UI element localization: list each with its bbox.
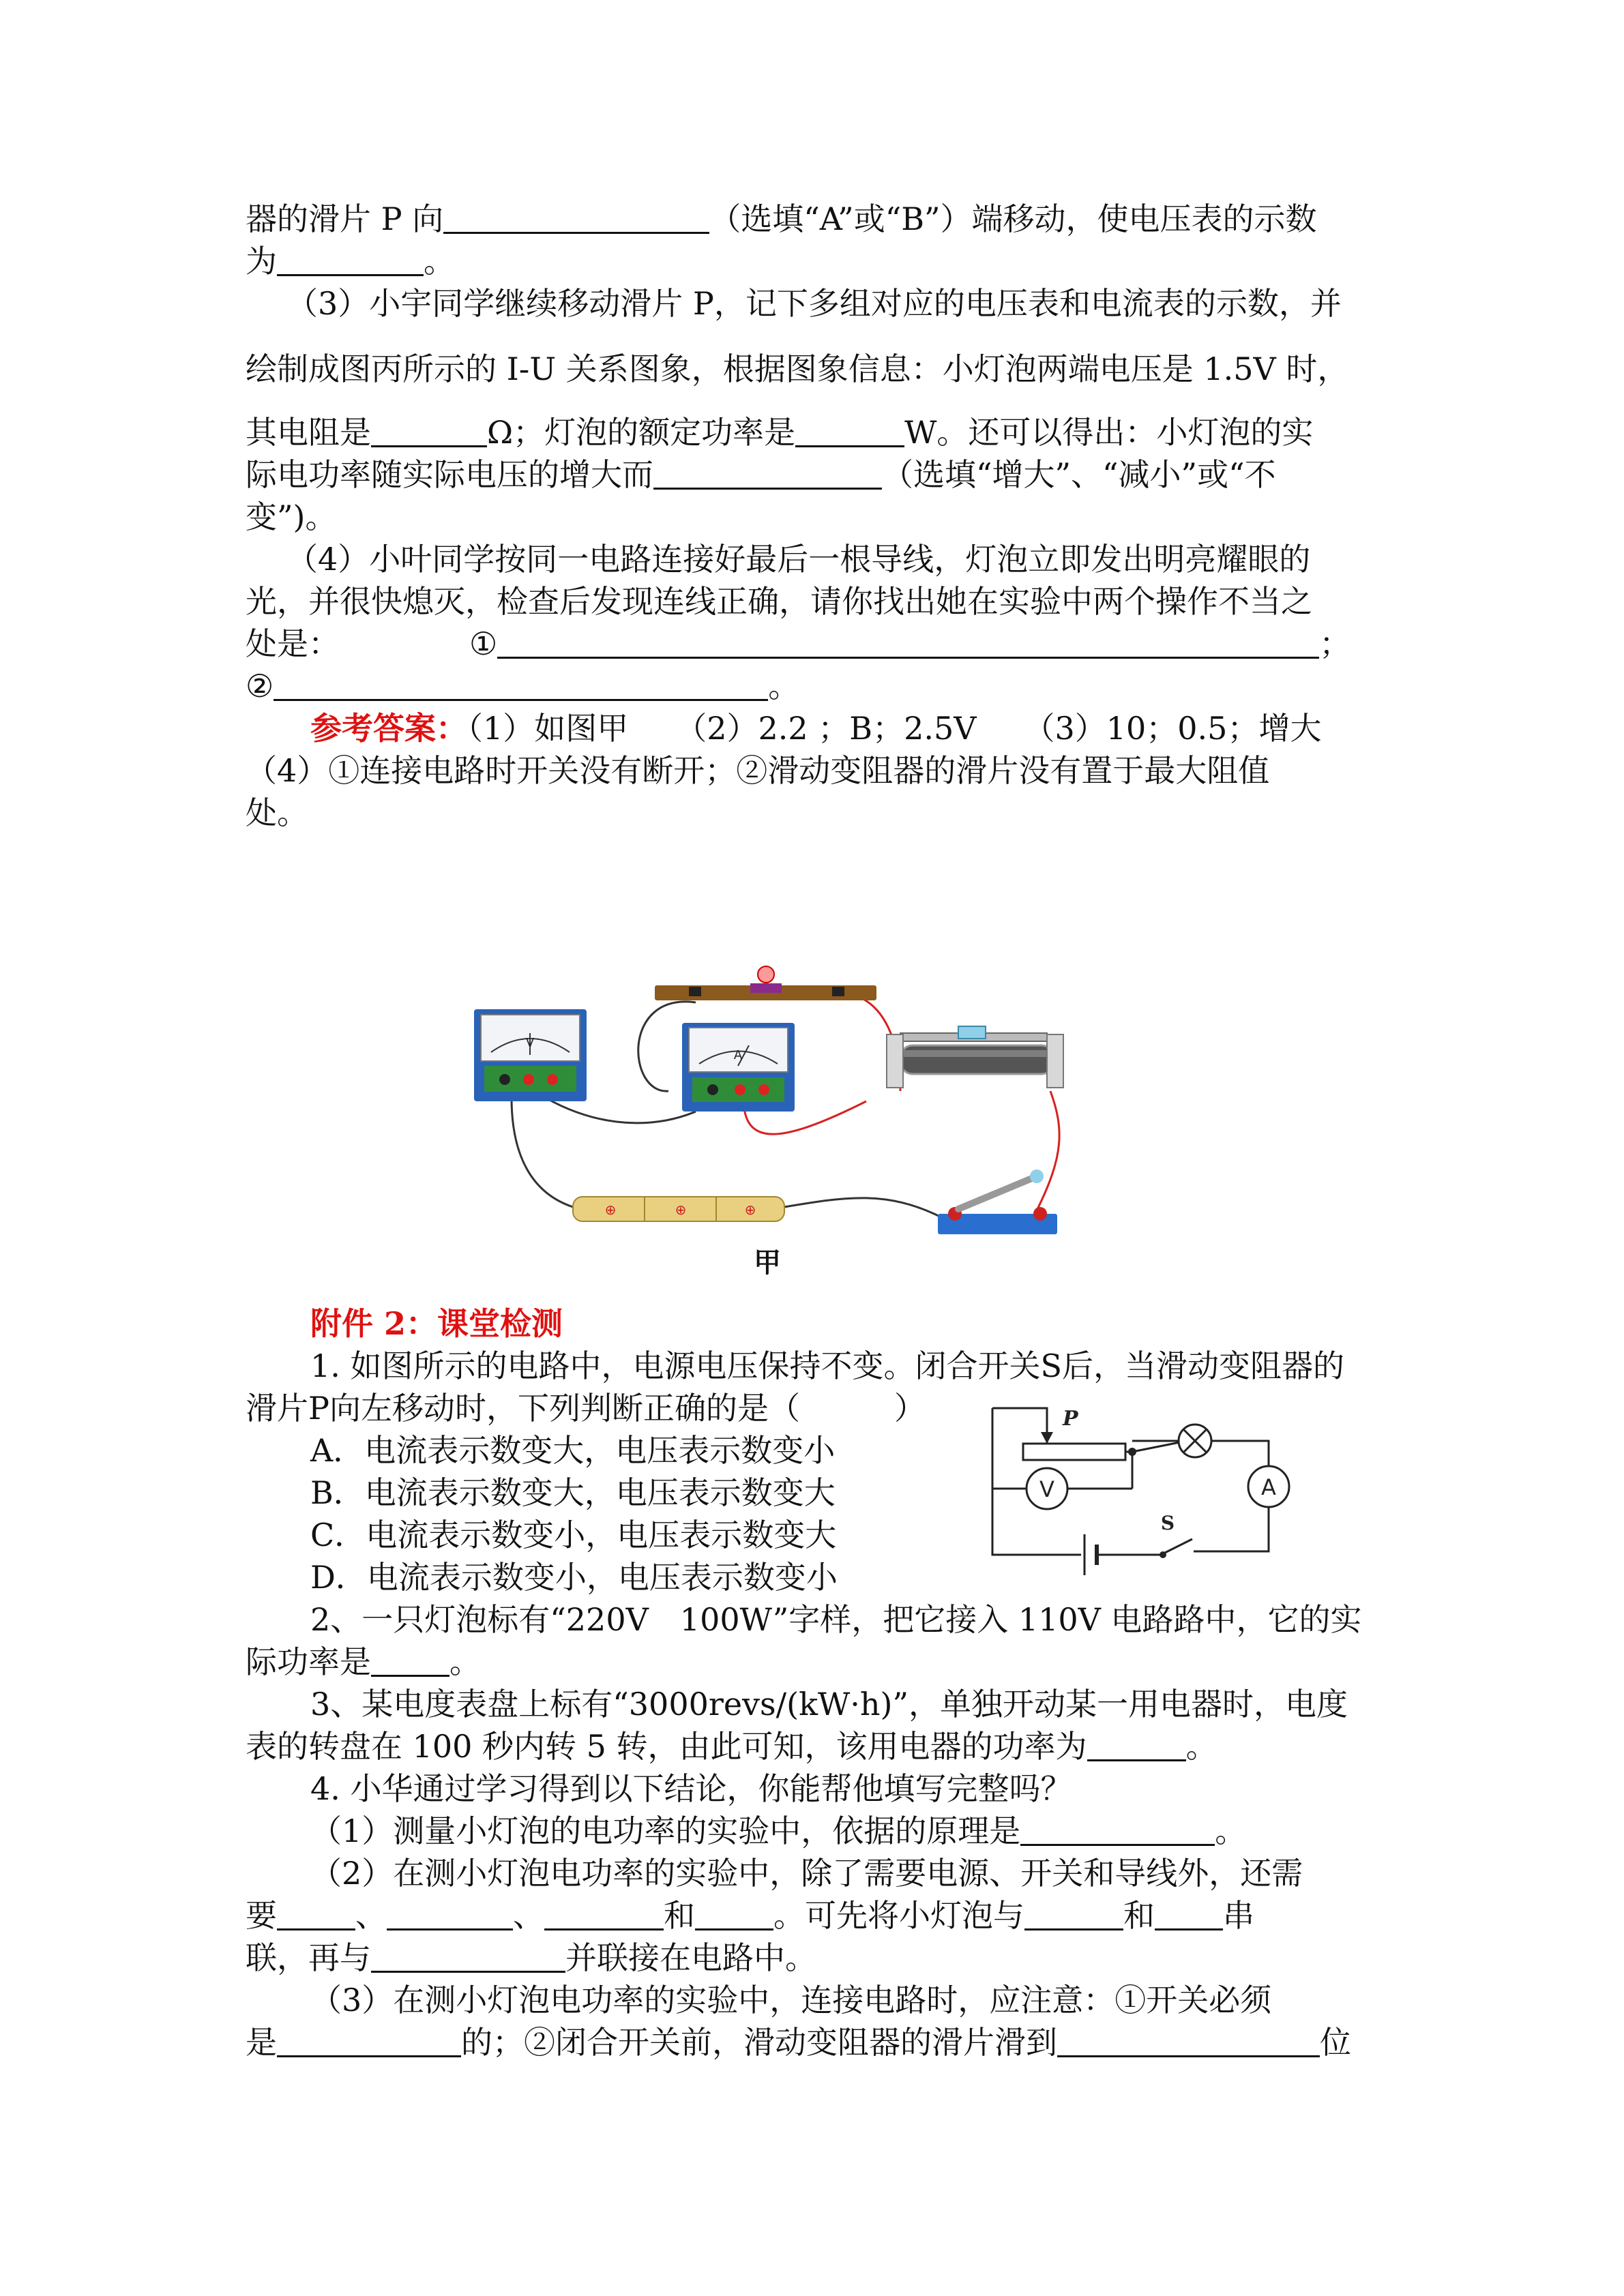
text-line xyxy=(246,665,799,707)
answer-blank[interactable] xyxy=(371,1939,565,1973)
text-line: 绘制成图丙所示的 I-U 关系图象，根据图象信息：小灯泡两端电压是 1.5V 时， xyxy=(246,351,1349,387)
wire xyxy=(784,1198,941,1217)
battery-plus: ⊕ xyxy=(744,1202,756,1218)
text-line: （4）小叶同学按同一电路连接好最后一根导线，灯泡立即发出明亮耀眼的 xyxy=(286,541,1311,578)
wire xyxy=(1037,1091,1059,1210)
answer-blank[interactable] xyxy=(1020,1813,1215,1846)
text: 。 xyxy=(424,243,455,280)
text: 。 xyxy=(768,668,800,704)
answer-blank[interactable] xyxy=(274,668,768,701)
ammeter xyxy=(682,1023,795,1112)
question-line xyxy=(310,1810,1246,1852)
text: 为 xyxy=(246,243,277,280)
answer-blank[interactable] xyxy=(653,456,882,490)
battery-plus: ⊕ xyxy=(604,1202,617,1218)
text-line xyxy=(246,453,1276,496)
text: 。可先将小灯泡与 xyxy=(773,1897,1024,1934)
answer-blank[interactable] xyxy=(371,414,487,447)
question-line: 4. 小华通过学习得到以下结论，你能帮他填写完整吗？ xyxy=(310,1770,1072,1807)
wire xyxy=(512,1098,573,1207)
text: 表的转盘在 100 秒内转 5 转，由此可知，该用电器的功率为 xyxy=(246,1728,1087,1765)
text: 串 xyxy=(1223,1897,1254,1934)
rheostat-symbol xyxy=(1023,1444,1125,1460)
text: （1）测量小灯泡的电功率的实验中，依据的原理是 xyxy=(310,1813,1021,1849)
text-line: 光，并很快熄灭，检查后发现连线正确，请你找出她在实验中两个操作不当之 xyxy=(246,583,1312,620)
circuit-diagram-svg xyxy=(982,1395,1310,1575)
text: 是 xyxy=(246,2024,277,2061)
text-line: （3）小宇同学继续移动滑片 P，记下多组对应的电压表和电流表的示数，并 xyxy=(286,285,1342,322)
text: ① xyxy=(469,625,498,662)
text: 处是： xyxy=(246,625,340,662)
question-line: 2、一只灯泡标有“220V 100W”字样，把它接入 110V 电路路中，它的实 xyxy=(310,1601,1362,1638)
switch-symbol xyxy=(1160,1512,1192,1558)
text: 、 xyxy=(355,1897,387,1934)
answer-blank[interactable] xyxy=(544,1897,664,1930)
answer-blank[interactable] xyxy=(277,243,424,276)
battery-plus: ⊕ xyxy=(675,1202,687,1218)
answer-line xyxy=(310,707,1321,749)
text: W。还可以得出：小灯泡的实 xyxy=(904,414,1314,451)
text: （选填“A”或“B”）端移动，使电压表的示数 xyxy=(709,200,1317,237)
wire xyxy=(546,1098,696,1123)
text-line: 变”)。 xyxy=(246,498,337,535)
text-line xyxy=(246,623,1350,665)
text: 联，再与 xyxy=(246,1939,371,1976)
circuit-photo-svg xyxy=(464,924,1119,1279)
voltmeter-label: V xyxy=(525,1036,535,1050)
text: 位 xyxy=(1320,2024,1351,2061)
text: 和 xyxy=(1123,1897,1155,1934)
circuit-photo-figure xyxy=(464,924,1119,1281)
answer-blank[interactable] xyxy=(1024,1897,1123,1930)
text: 。 xyxy=(1185,1728,1217,1765)
circuit-diagram xyxy=(982,1395,1310,1578)
text: 并联接在电路中。 xyxy=(565,1939,816,1976)
figure-caption: 甲 xyxy=(754,1247,781,1279)
question-line: （3）在测小灯泡电功率的实验中，连接电路时，应注意：①开关必须 xyxy=(310,1982,1272,2018)
text: 际功率是 xyxy=(246,1643,371,1680)
ammeter-label: A xyxy=(733,1048,743,1062)
text-line xyxy=(246,411,1313,453)
voltmeter xyxy=(474,1009,587,1101)
option-c[interactable]: C．电流表示数变小，电压表示数变大 xyxy=(310,1517,837,1553)
text: 和 xyxy=(664,1897,695,1934)
v-label: V xyxy=(1039,1476,1054,1502)
answer-blank[interactable] xyxy=(371,1643,449,1677)
answer-blank[interactable] xyxy=(1155,1897,1223,1930)
answer-blank[interactable] xyxy=(1087,1728,1186,1761)
text: 要 xyxy=(246,1897,277,1934)
lamp-board xyxy=(655,966,876,1000)
answer-blank[interactable] xyxy=(695,1897,773,1930)
question-line: 滑片P向左移动时，下列判断正确的是（ ） xyxy=(246,1390,926,1427)
battery xyxy=(573,1197,784,1221)
text: （1）如图甲 （2）2.2 ；B；2.5V （3）10；0.5；增大 xyxy=(467,710,1322,747)
text: 际电功率随实际电压的增大而 xyxy=(246,456,653,493)
text: ； xyxy=(1319,625,1351,662)
s-label: S xyxy=(1160,1512,1175,1534)
text: Ω；灯泡的额定功率是 xyxy=(487,414,796,451)
question-line: 1. 如图所示的电路中，电源电压保持不变。闭合开关S后，当滑动变阻器的 xyxy=(310,1347,1345,1384)
text: 的；②闭合开关前，滑动变阻器的滑片滑到 xyxy=(461,2024,1057,2061)
text: 。 xyxy=(1215,1813,1247,1849)
text: 其电阻是 xyxy=(246,414,371,451)
text: （选填“增大”、“减小”或“不 xyxy=(882,456,1276,493)
battery-symbol xyxy=(1084,1534,1108,1575)
lamp-symbol xyxy=(1132,1425,1233,1457)
answer-blank[interactable] xyxy=(497,625,1319,659)
question-line xyxy=(246,1937,816,1979)
answer-blank[interactable] xyxy=(795,414,904,447)
text-line: （4）①连接电路时开关没有断开；②滑动变阻器的滑片没有置于最大阻值 xyxy=(246,752,1270,789)
answer-blank[interactable] xyxy=(387,1897,513,1930)
answer-blank[interactable] xyxy=(277,2024,461,2057)
question-line: 3、某电度表盘上标有“3000revs/(kW·h)”，单独开动某一用电器时，电度 xyxy=(310,1686,1348,1723)
ammeter-symbol xyxy=(1248,1466,1289,1507)
option-a[interactable]: A．电流表示数变大，电压表示数变小 xyxy=(310,1432,836,1469)
answer-blank[interactable] xyxy=(1057,2024,1320,2057)
option-b[interactable]: B．电流表示数变大，电压表示数变大 xyxy=(310,1474,836,1511)
text: 、 xyxy=(513,1897,544,1934)
text: ② xyxy=(246,668,274,704)
question-line xyxy=(246,2021,1351,2063)
question-line xyxy=(246,1725,1217,1768)
text: 。 xyxy=(449,1643,481,1680)
p-label: P xyxy=(1063,1407,1078,1431)
text: 器的滑片 P 向 xyxy=(246,200,444,237)
text-line xyxy=(246,240,455,282)
text-line: 处。 xyxy=(246,794,308,831)
option-d[interactable]: D．电流表示数变小，电压表示数变小 xyxy=(310,1559,838,1596)
text-line xyxy=(246,198,1317,240)
switch xyxy=(938,1169,1057,1234)
question-line: （2）在测小灯泡电功率的实验中，除了需要电源、开关和导线外，还需 xyxy=(310,1855,1303,1892)
question-line xyxy=(246,1641,481,1683)
section-title: 附件 2：课堂检测 xyxy=(310,1305,563,1342)
voltmeter-symbol xyxy=(1027,1468,1067,1509)
answer-label: 参考答案： xyxy=(310,710,467,747)
answer-blank[interactable] xyxy=(443,200,709,234)
rheostat xyxy=(887,1026,1063,1088)
answer-blank[interactable] xyxy=(277,1897,355,1930)
a-label: A xyxy=(1261,1474,1276,1500)
question-line xyxy=(246,1894,1254,1937)
